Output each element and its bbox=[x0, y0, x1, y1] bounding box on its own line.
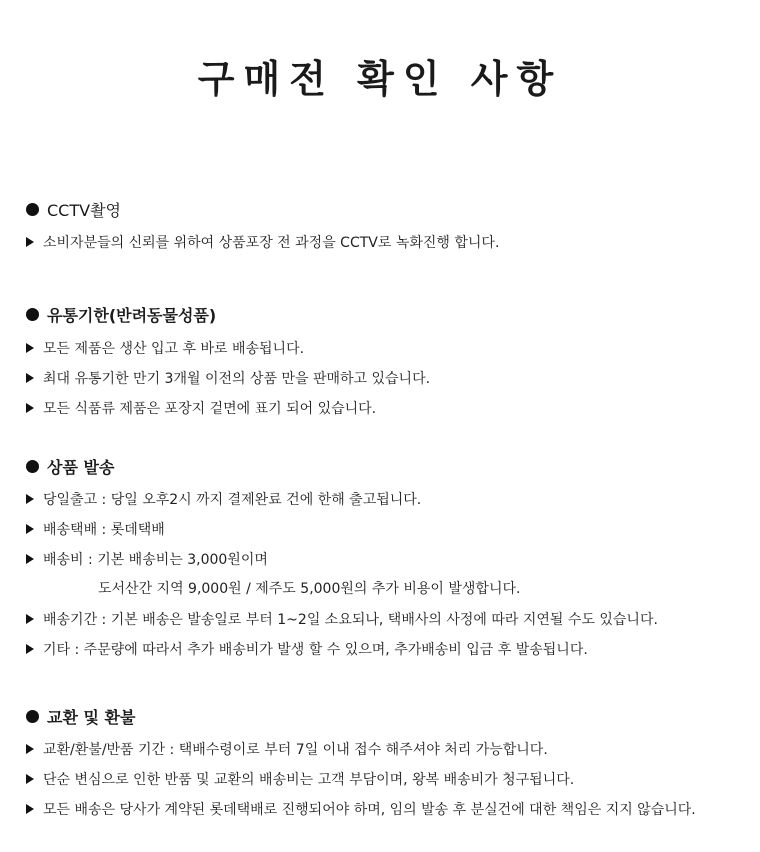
title-container bbox=[0, 56, 760, 102]
triangle-bullet-icon bbox=[26, 373, 34, 383]
list-item-text: 당일출고 : 당일 오후2시 까지 결제완료 건에 한해 출고됩니다. bbox=[43, 492, 422, 508]
section-expiry bbox=[26, 303, 746, 417]
list-item bbox=[26, 639, 588, 659]
section-heading-text: 교환 및 환불 bbox=[47, 707, 136, 727]
list-item-text: 배송기간 : 기본 배송은 발송일로 부터 1~2일 소요되나, 택배사의 사정에 따라 지연될 수도 있습니다. bbox=[43, 612, 658, 628]
section-heading-shipping bbox=[26, 455, 746, 477]
bullet-dot-icon bbox=[26, 460, 39, 473]
list-item bbox=[26, 368, 430, 388]
list-item bbox=[26, 609, 658, 629]
section-heading-text: 유통기한(반려동물성품) bbox=[47, 305, 217, 325]
section-cctv bbox=[26, 198, 746, 251]
triangle-bullet-icon bbox=[26, 403, 34, 413]
list-item bbox=[26, 769, 574, 789]
list-item-text: 단순 변심으로 인한 반품 및 교환의 배송비는 고객 부담이며, 왕복 배송비가 청구됩니다. bbox=[43, 772, 575, 788]
triangle-bullet-icon bbox=[26, 614, 34, 624]
triangle-bullet-icon bbox=[26, 774, 34, 784]
list-item bbox=[26, 489, 421, 509]
bullet-dot-icon bbox=[26, 308, 39, 321]
section-heading-text: 상품 발송 bbox=[47, 457, 115, 477]
list-item-text: 모든 식품류 제품은 포장지 겉면에 표기 되어 있습니다. bbox=[43, 401, 377, 417]
list-item bbox=[26, 519, 165, 539]
triangle-bullet-icon bbox=[26, 343, 34, 353]
page-title bbox=[194, 56, 566, 102]
list-item bbox=[26, 799, 696, 819]
section-heading-text: CCTV촬영 bbox=[47, 200, 121, 220]
list-item-text: 배송택배 : 롯데택배 bbox=[43, 522, 165, 538]
triangle-bullet-icon bbox=[26, 744, 34, 754]
list-item bbox=[26, 232, 499, 252]
section-heading-exchange bbox=[26, 705, 746, 727]
list-item-text: 모든 배송은 당사가 계약된 롯데택배로 진행되어야 하며, 임의 발송 후 분실건에 대한 책임은 지지 않습니다. bbox=[43, 802, 696, 818]
list-item-text: 소비자분들의 신뢰를 위하여 상품포장 전 과정을 CCTV로 녹화진행 합니다. bbox=[43, 235, 500, 251]
list-item bbox=[26, 398, 376, 418]
bullet-dot-icon bbox=[26, 710, 39, 723]
list-item-text: 기타 : 주문량에 따라서 추가 배송비가 발생 할 수 있으며, 추가배송비 입금 후 발송됩니다. bbox=[43, 642, 588, 658]
list-item-text: 배송비 : 기본 배송비는 3,000원이며 bbox=[43, 552, 268, 568]
triangle-bullet-icon bbox=[26, 494, 34, 504]
triangle-bullet-icon bbox=[26, 237, 34, 247]
list-item-text: 모든 제품은 생산 입고 후 바로 배송됩니다. bbox=[43, 341, 305, 357]
list-item-text: 교환/환불/반품 기간 : 택배수령이로 부터 7일 이내 접수 해주셔야 처리 가능합니다. bbox=[43, 742, 548, 758]
triangle-bullet-icon bbox=[26, 554, 34, 564]
page-title-text: 구매전 확인 사항 bbox=[197, 57, 563, 101]
list-item bbox=[26, 338, 304, 358]
list-item bbox=[26, 739, 548, 759]
section-shipping bbox=[26, 455, 746, 658]
section-exchange-refund bbox=[26, 705, 746, 818]
triangle-bullet-icon bbox=[26, 644, 34, 654]
bullet-dot-icon bbox=[26, 203, 39, 216]
list-item bbox=[26, 549, 268, 569]
list-item-continuation: 도서산간 지역 9,000원 / 제주도 5,000원의 추가 비용이 발생합니다. bbox=[98, 581, 521, 597]
triangle-bullet-icon bbox=[26, 524, 34, 534]
list-item-text: 최대 유통기한 만기 3개월 이전의 상품 만을 판매하고 있습니다. bbox=[43, 371, 431, 387]
section-heading-expiry bbox=[26, 303, 746, 325]
section-heading-cctv bbox=[26, 198, 746, 220]
triangle-bullet-icon bbox=[26, 804, 34, 814]
